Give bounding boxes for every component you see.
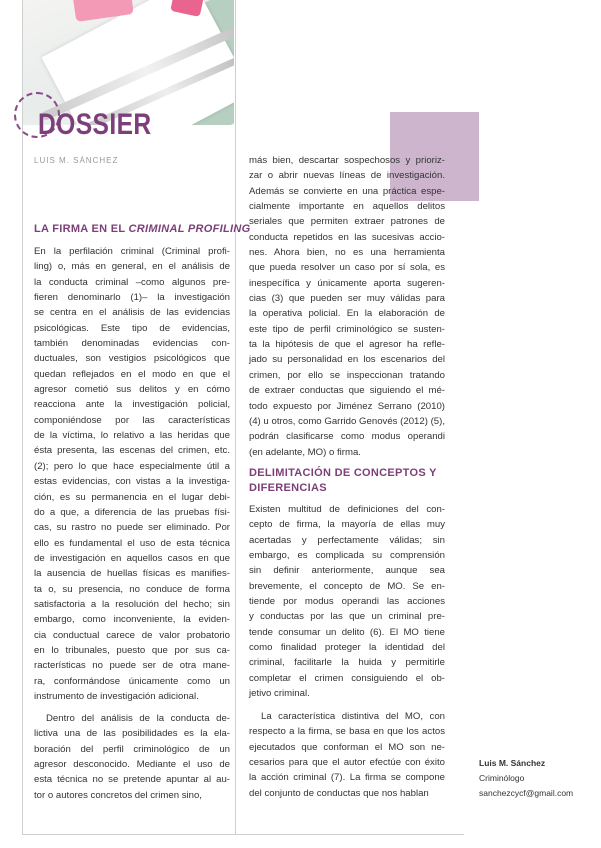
text-line: ello es fundamental el uso de esta técnica [34, 537, 230, 549]
heading-line: DIFERENCIAS [249, 482, 327, 494]
column-1-text-cont [34, 711, 230, 803]
heading-italic: CRIMINAL PROFILING [128, 223, 251, 235]
text-line: embargo, es complicada su comprensión [249, 550, 445, 562]
heading-text: LA FIRMA EN EL [34, 223, 129, 235]
text-line: la operativa policial. En la elaboración de [249, 308, 445, 320]
text-line: racterísticas no puede ser de otra mane- [34, 660, 230, 672]
author-email: sanchezcycf@gmail.com [479, 788, 574, 798]
text-line: del conjunto de conductas que nos hablan [249, 787, 429, 799]
text-line: ción, es su permanencia en el lugar debi- [34, 491, 230, 503]
column-2-text-b [249, 502, 445, 701]
text-line: de la víctima, lo relativo a las heridas que [34, 430, 230, 442]
text-line: ejecutados que conforman el MO son ne- [249, 741, 445, 753]
text-line: sin definir anteriormente, aunque sea [249, 565, 445, 577]
text-line: también denominadas evidencias con- [34, 338, 230, 350]
text-line: Dentro del análisis de la conducta de- [46, 713, 230, 724]
text-line: podrán clasificarse como modus operandi [249, 431, 445, 443]
text-line: nes. Ahora bien, no es una herramienta [249, 247, 445, 259]
text-line: (2); pero lo que hace especialmente útil a [34, 460, 230, 472]
heading-line: DELIMITACIÓN DE CONCEPTOS Y [249, 467, 437, 479]
text-line: en lo tribunales, puesto que por sus ca- [34, 644, 230, 656]
text-line: ra, conformándose únicamente como un [34, 675, 230, 687]
text-line: cepto de firma, la mayoría de ellas muy [249, 519, 445, 531]
author-name: Luis M. Sánchez [479, 758, 546, 768]
text-line: más bien, descartar sospechosos y prioriz- [249, 155, 445, 166]
text-line: (en adelante, MO) o firma. [249, 446, 361, 458]
text-line: cas, su rastro no puede ser eliminado. Por [34, 522, 230, 534]
text-line: La característica distintiva del MO, con [261, 711, 445, 722]
section-title: DOSSIER [38, 108, 152, 141]
text-line: tende consumar un delito (6). El MO tiene [249, 626, 445, 638]
text-line: satisfactoria a la resolución del hecho; sin [34, 598, 230, 610]
text-line: componiéndose por las características [34, 414, 230, 426]
text-line: la acción criminal (7). La firma se compone [249, 772, 445, 784]
text-line: En la perfilación criminal (Criminal profi- [34, 246, 230, 257]
text-line: do a que, a diferencia de las pruebas físi- [34, 506, 230, 518]
text-line: ta o, su presencia, no conduce de forma [34, 583, 230, 595]
text-line: instrumento de investigación adicional. [34, 690, 199, 702]
text-line: jado su personalidad en los escenarios del [249, 354, 445, 366]
text-line: reacciona ante la investigación policial, [34, 399, 230, 411]
text-line: embargo, como inconveniente, la eviden- [34, 614, 230, 626]
text-line: de investigación en aquellos casos en que [34, 552, 230, 564]
text-line: lictiva una de las posibilidades es la ela- [34, 728, 230, 740]
heading-la-firma [34, 222, 250, 237]
text-line: esta técnica no se pretende apuntar al au- [34, 774, 230, 786]
text-line: acertadas y perfectamente válidas; sin [249, 534, 445, 546]
text-line: que pueda resolver un caso por sí sola, es [249, 262, 445, 274]
column-2-text-c [249, 709, 445, 801]
bottom-rule [22, 834, 464, 835]
text-line: quedan reflejados en el modo en que el [34, 368, 230, 380]
column-1-text [34, 244, 230, 704]
column-2-text [249, 153, 445, 460]
text-line: ésta presenta, las escenas del crimen, etc. [34, 445, 230, 457]
text-line: agresor cometió sus delitos y en cómo [34, 384, 230, 396]
text-line: jetivo criminal. [249, 688, 310, 700]
text-line: tor o autores concretos del crimen sino, [34, 789, 202, 801]
text-line: estas evidencias, con vistas a la investiga- [34, 476, 230, 488]
heading-delimitacion [249, 466, 437, 496]
text-line: completar el crimen consiguiendo el ob- [249, 672, 445, 684]
text-line: y conductas por las que un criminal pre- [249, 611, 445, 623]
text-line: agresor desconocido. Mediante el uso de [34, 759, 230, 771]
text-line: crimen, por ello se inspeccionan tratando [249, 369, 445, 381]
text-line: se centra en el análisis de las evidencias [34, 307, 230, 319]
text-line: cia conductual carece de valor probatorio [34, 629, 230, 641]
text-line: este tipo de perfil criminológico se susten- [249, 323, 445, 335]
text-line: de extraer conductas que siguiendo el mé- [249, 385, 445, 397]
text-line: Existen multitud de definiciones del con- [249, 504, 445, 515]
text-line: psicológicas. Este tipo de evidencias, [34, 322, 230, 334]
text-line: Además se convierte en una práctica espe- [249, 185, 445, 197]
text-line: zar o abrir nuevas líneas de investigación. [249, 170, 445, 182]
author-byline [479, 756, 573, 801]
text-line: conducta repetidos en las sucesivas accio- [249, 231, 445, 243]
text-line: ta la hipótesis de que el agresor ha refle- [249, 339, 445, 351]
text-line: la conducta criminal –como algunos pre- [34, 276, 230, 288]
text-line: inespecífica y únicamente aporta sugeren- [249, 277, 445, 289]
text-line: cialmente importante en aquellos delitos [249, 201, 445, 213]
text-line: criminal, facilitarle la huida y permitirle [249, 657, 445, 669]
text-line: boración del perfil criminológico de un [34, 743, 230, 755]
text-line: la ausencia de huellas físicas es manifies- [34, 568, 230, 580]
text-line: seriales que permiten extraer patrones de [249, 216, 445, 228]
text-line: tiende por modus operandi las acciones [249, 596, 445, 608]
column-rule [235, 0, 236, 835]
text-line: todo expuesto por Jiménez Serrano (2010) [249, 400, 445, 412]
author-header: LUIS M. SÁNCHEZ [34, 156, 119, 165]
text-line: fieren denominarlo (1)– la investigación [34, 292, 230, 304]
text-line: cias (3) que pueden ser muy válidas para [249, 293, 445, 305]
text-line: cesarios para que el autor efectúe con éxito [249, 757, 445, 769]
text-line: respecto a la firma, se basa en que los actos [249, 726, 445, 738]
text-line: brevemente, el concepto de MO. Se en- [249, 580, 445, 592]
text-line: (4) u otros, como Garrido Genovés (2012) (5), [249, 415, 445, 427]
author-role: Criminólogo [479, 773, 525, 783]
text-line: ductuales, son vestigios psicológicos que [34, 353, 230, 365]
text-line: como finalidad proteger la identidad del [249, 642, 445, 654]
text-line: ling) o, más en general, en el análisis de [34, 261, 230, 273]
